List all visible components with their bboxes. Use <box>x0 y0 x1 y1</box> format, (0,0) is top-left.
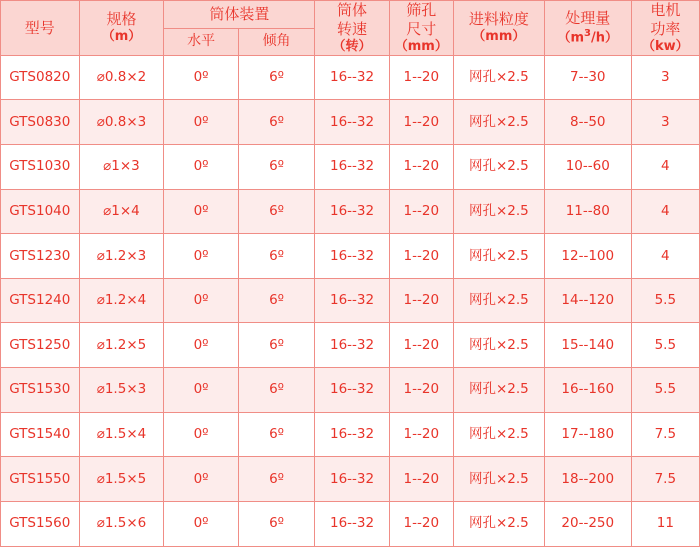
cell-feed-size: 网孔×2.5 <box>453 457 544 502</box>
cell-capacity: 12--100 <box>544 234 631 279</box>
header-motor-power <box>631 1 699 56</box>
header-drum-speed-unit: （转） <box>332 38 372 54</box>
cell-model: GTS1250 <box>1 323 80 368</box>
header-feed-size-label: 进料粒度 <box>468 10 529 29</box>
table-row <box>1 457 700 502</box>
cell-motor-power: 3 <box>631 55 699 100</box>
cell-feed-size: 网孔×2.5 <box>453 234 544 279</box>
cell-motor-power: 3 <box>631 100 699 145</box>
cell-model: GTS0830 <box>1 100 80 145</box>
cell-incline: 6º <box>238 278 315 323</box>
cell-mesh-size: 1--20 <box>389 412 453 457</box>
table-row <box>1 412 700 457</box>
cell-mesh-size: 1--20 <box>389 323 453 368</box>
cell-level: 0º <box>164 457 238 502</box>
cell-incline: 6º <box>238 323 315 368</box>
cell-capacity: 18--200 <box>544 457 631 502</box>
cell-mesh-size: 1--20 <box>389 457 453 502</box>
cell-drum-speed: 16--32 <box>315 501 389 546</box>
cell-motor-power: 5.5 <box>631 278 699 323</box>
cell-model: GTS1550 <box>1 457 80 502</box>
cell-level: 0º <box>164 412 238 457</box>
cell-model: GTS1530 <box>1 368 80 413</box>
header-motor-power-line2: 功率 <box>650 19 681 38</box>
header-capacity-unit <box>545 28 631 47</box>
cell-capacity: 17--180 <box>544 412 631 457</box>
table-header <box>1 1 700 56</box>
header-drum-device: 筒体装置 <box>164 1 315 29</box>
cell-capacity: 15--140 <box>544 323 631 368</box>
cell-feed-size: 网孔×2.5 <box>453 412 544 457</box>
cell-incline: 6º <box>238 189 315 234</box>
cell-feed-size: 网孔×2.5 <box>453 368 544 413</box>
cell-drum-speed: 16--32 <box>315 55 389 100</box>
cell-motor-power: 7.5 <box>631 457 699 502</box>
cell-model: GTS0820 <box>1 55 80 100</box>
header-capacity-unit-pre: （m <box>557 30 585 46</box>
table-row <box>1 234 700 279</box>
header-mesh-size-unit: （mm） <box>394 38 448 54</box>
cell-drum-speed: 16--32 <box>315 189 389 234</box>
cell-drum-speed: 16--32 <box>315 144 389 189</box>
header-model: 型号 <box>1 1 80 56</box>
cell-spec: ⌀1.5×5 <box>79 457 164 502</box>
cell-level: 0º <box>164 144 238 189</box>
cell-capacity: 16--160 <box>544 368 631 413</box>
cell-spec: ⌀1.5×3 <box>79 368 164 413</box>
cell-feed-size: 网孔×2.5 <box>453 100 544 145</box>
header-drum-speed-line2: 转速 <box>337 19 368 38</box>
cell-motor-power: 11 <box>631 501 699 546</box>
table-row <box>1 55 700 100</box>
table-row <box>1 100 700 145</box>
cell-feed-size: 网孔×2.5 <box>453 501 544 546</box>
table-row <box>1 144 700 189</box>
cell-capacity: 7--30 <box>544 55 631 100</box>
header-capacity <box>544 1 631 56</box>
cell-incline: 6º <box>238 412 315 457</box>
cell-model: GTS1230 <box>1 234 80 279</box>
cell-model: GTS1040 <box>1 189 80 234</box>
table-row <box>1 278 700 323</box>
cell-level: 0º <box>164 100 238 145</box>
cell-motor-power: 4 <box>631 234 699 279</box>
cell-spec: ⌀1.2×3 <box>79 234 164 279</box>
header-drum-speed-line1: 筒体 <box>337 1 368 19</box>
cell-level: 0º <box>164 278 238 323</box>
cell-drum-speed: 16--32 <box>315 457 389 502</box>
header-row-primary <box>1 1 700 29</box>
header-capacity-unit-sup: 3 <box>584 27 592 39</box>
cell-mesh-size: 1--20 <box>389 55 453 100</box>
header-motor-power-line1: 电机 <box>650 1 681 19</box>
cell-spec: ⌀0.8×2 <box>79 55 164 100</box>
cell-mesh-size: 1--20 <box>389 144 453 189</box>
cell-mesh-size: 1--20 <box>389 234 453 279</box>
cell-motor-power: 4 <box>631 189 699 234</box>
cell-capacity: 11--80 <box>544 189 631 234</box>
cell-model: GTS1240 <box>1 278 80 323</box>
header-feed-size-unit: （mm） <box>472 29 526 45</box>
cell-capacity: 20--250 <box>544 501 631 546</box>
cell-capacity: 14--120 <box>544 278 631 323</box>
cell-motor-power: 5.5 <box>631 323 699 368</box>
cell-drum-speed: 16--32 <box>315 278 389 323</box>
cell-model: GTS1540 <box>1 412 80 457</box>
table-body <box>1 55 700 546</box>
cell-spec: ⌀1.5×6 <box>79 501 164 546</box>
cell-spec: ⌀1×4 <box>79 189 164 234</box>
cell-feed-size: 网孔×2.5 <box>453 144 544 189</box>
header-motor-power-unit: （kw） <box>642 38 689 54</box>
cell-model: GTS1030 <box>1 144 80 189</box>
table-row <box>1 368 700 413</box>
cell-motor-power: 4 <box>631 144 699 189</box>
cell-level: 0º <box>164 189 238 234</box>
header-mesh-size-line1: 筛孔 <box>406 1 437 19</box>
cell-mesh-size: 1--20 <box>389 501 453 546</box>
cell-capacity: 10--60 <box>544 144 631 189</box>
cell-spec: ⌀0.8×3 <box>79 100 164 145</box>
header-spec-unit: （m） <box>101 29 142 45</box>
cell-spec: ⌀1.2×5 <box>79 323 164 368</box>
table-row <box>1 323 700 368</box>
cell-model: GTS1560 <box>1 501 80 546</box>
header-spec <box>79 1 164 56</box>
cell-spec: ⌀1.2×4 <box>79 278 164 323</box>
cell-drum-speed: 16--32 <box>315 368 389 413</box>
header-feed-size <box>453 1 544 56</box>
cell-incline: 6º <box>238 144 315 189</box>
header-capacity-unit-post: /h） <box>591 30 619 46</box>
header-level: 水平 <box>164 29 238 55</box>
header-spec-label: 规格 <box>106 10 137 29</box>
cell-incline: 6º <box>238 457 315 502</box>
cell-level: 0º <box>164 234 238 279</box>
cell-drum-speed: 16--32 <box>315 323 389 368</box>
header-drum-speed <box>315 1 389 56</box>
cell-level: 0º <box>164 368 238 413</box>
cell-mesh-size: 1--20 <box>389 368 453 413</box>
header-mesh-size <box>389 1 453 56</box>
cell-feed-size: 网孔×2.5 <box>453 278 544 323</box>
cell-drum-speed: 16--32 <box>315 100 389 145</box>
cell-motor-power: 7.5 <box>631 412 699 457</box>
table-row <box>1 189 700 234</box>
cell-mesh-size: 1--20 <box>389 278 453 323</box>
cell-incline: 6º <box>238 368 315 413</box>
cell-feed-size: 网孔×2.5 <box>453 189 544 234</box>
header-mesh-size-line2: 尺寸 <box>406 19 437 38</box>
cell-incline: 6º <box>238 234 315 279</box>
cell-capacity: 8--50 <box>544 100 631 145</box>
cell-incline: 6º <box>238 55 315 100</box>
cell-spec: ⌀1.5×4 <box>79 412 164 457</box>
cell-mesh-size: 1--20 <box>389 100 453 145</box>
cell-level: 0º <box>164 55 238 100</box>
cell-incline: 6º <box>238 501 315 546</box>
cell-motor-power: 5.5 <box>631 368 699 413</box>
table-row <box>1 501 700 546</box>
cell-mesh-size: 1--20 <box>389 189 453 234</box>
cell-incline: 6º <box>238 100 315 145</box>
cell-drum-speed: 16--32 <box>315 234 389 279</box>
cell-level: 0º <box>164 501 238 546</box>
cell-feed-size: 网孔×2.5 <box>453 55 544 100</box>
header-capacity-label: 处理量 <box>565 9 611 28</box>
cell-level: 0º <box>164 323 238 368</box>
header-incline: 倾角 <box>238 29 315 55</box>
cell-drum-speed: 16--32 <box>315 412 389 457</box>
cell-feed-size: 网孔×2.5 <box>453 323 544 368</box>
cell-spec: ⌀1×3 <box>79 144 164 189</box>
